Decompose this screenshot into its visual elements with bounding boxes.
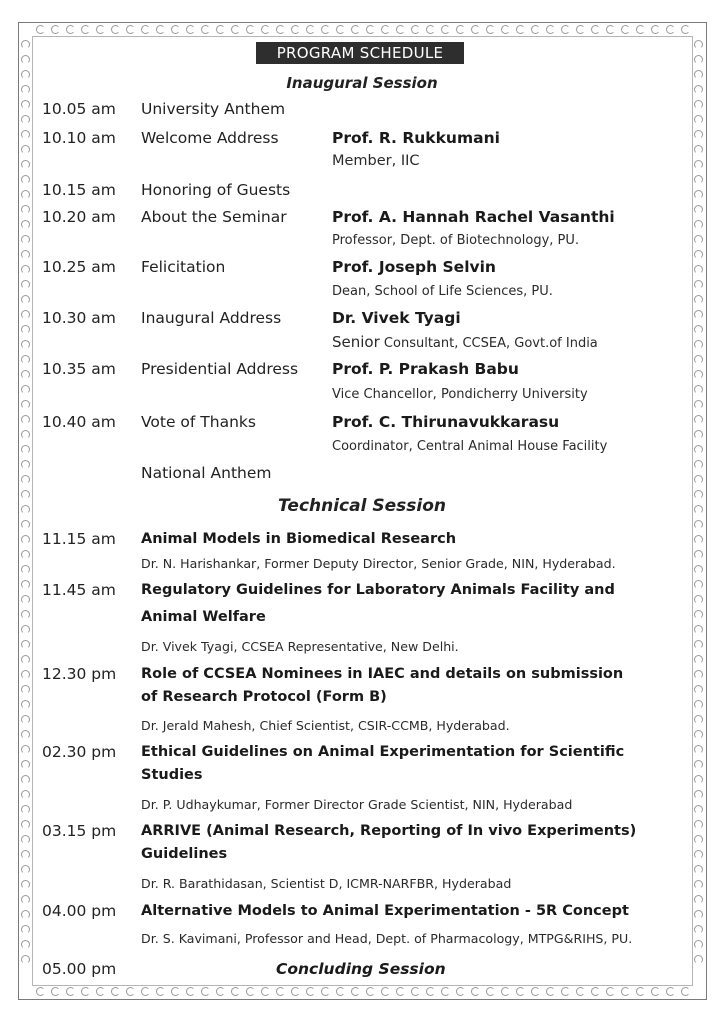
schedule-time: 04.00 pm [42,902,117,920]
talk-title: ARRIVE (Animal Research, Reporting of In vivo Experiments) [141,823,637,839]
border-swirl-ornament [231,25,240,34]
border-swirl-ornament [21,535,30,544]
border-swirl-ornament [694,220,703,229]
speaker-role: Coordinator, Central Animal House Facility [332,439,608,454]
schedule-time: 11.45 am [42,581,116,599]
border-swirl-ornament [486,25,495,34]
border-swirl-ornament [171,25,180,34]
talk-title: Regulatory Guidelines for Laboratory Animals Facility and [141,582,615,598]
talk-title-continued: of Research Protocol (Form B) [141,689,387,705]
border-swirl-ornament [21,700,30,709]
speaker-role: Professor, Dept. of Biotechnology, PU. [332,233,580,248]
border-swirl-ornament [21,130,30,139]
border-swirl-ornament [321,987,330,996]
border-swirl-ornament [21,460,30,469]
border-swirl-ornament [381,987,390,996]
border-swirl-ornament [36,987,45,996]
border-swirl-ornament [21,835,30,844]
border-swirl-ornament [546,25,555,34]
border-swirl-ornament [21,940,30,949]
schedule-time: 03.15 pm [42,822,117,840]
border-swirl-ornament [694,520,703,529]
border-swirl-ornament [694,745,703,754]
border-swirl-ornament [21,415,30,424]
border-swirl-ornament [694,655,703,664]
border-swirl-ornament [66,987,75,996]
border-swirl-ornament [621,25,630,34]
inaugural-session-heading: Inaugural Session [286,74,438,92]
border-scroll-pattern-bottom [33,986,692,998]
border-swirl-ornament [694,880,703,889]
border-swirl-ornament [276,25,285,34]
border-swirl-ornament [621,987,630,996]
border-swirl-ornament [694,955,703,964]
border-swirl-ornament [606,987,615,996]
speaker-name: Prof. A. Hannah Rachel Vasanthi [332,208,615,226]
border-swirl-ornament [694,130,703,139]
border-swirl-ornament [21,55,30,64]
border-swirl-ornament [21,955,30,964]
border-swirl-ornament [456,25,465,34]
border-swirl-ornament [486,987,495,996]
border-swirl-ornament [21,880,30,889]
border-swirl-ornament [21,190,30,199]
speaker-name: Prof. R. Rukkumani [332,129,500,147]
border-swirl-ornament [21,745,30,754]
schedule-time: 10.05 am [42,100,116,118]
border-swirl-ornament [651,987,660,996]
talk-speaker: Dr. P. Udhaykumar, Former Director Grade Scientist, NIN, Hyderabad [141,797,573,812]
border-swirl-ornament [456,987,465,996]
border-swirl-ornament [291,25,300,34]
schedule-time: 10.10 am [42,129,116,147]
border-swirl-ornament [21,595,30,604]
schedule-time: 10.40 am [42,413,116,431]
border-swirl-ornament [21,325,30,334]
border-swirl-ornament [694,715,703,724]
border-swirl-ornament [21,640,30,649]
border-swirl-ornament [694,895,703,904]
speaker-role: Dean, School of Life Sciences, PU. [332,284,553,299]
border-swirl-ornament [694,475,703,484]
talk-speaker: Dr. R. Barathidasan, Scientist D, ICMR-NARFBR, Hyderabad [141,876,512,891]
border-swirl-ornament [81,25,90,34]
border-swirl-ornament [694,940,703,949]
talk-speaker: Dr. S. Kavimani, Professor and Head, Dept. of Pharmacology, MTPG&RIHS, PU. [141,931,633,946]
concluding-session-heading: Concluding Session [276,960,446,978]
talk-speaker: Dr. Jerald Mahesh, Chief Scientist, CSIR-CCMB, Hyderabad. [141,718,510,733]
border-swirl-ornament [156,25,165,34]
speaker-name: Prof. P. Prakash Babu [332,360,519,378]
border-swirl-ornament [21,670,30,679]
border-swirl-ornament [21,40,30,49]
border-swirl-ornament [396,25,405,34]
border-swirl-ornament [694,100,703,109]
border-swirl-ornament [681,25,690,34]
border-swirl-ornament [591,987,600,996]
border-swirl-ornament [694,205,703,214]
schedule-time: 02.30 pm [42,743,117,761]
border-swirl-ornament [576,987,585,996]
border-swirl-ornament [694,40,703,49]
border-swirl-ornament [21,715,30,724]
border-swirl-ornament [21,520,30,529]
program-schedule-title: PROGRAM SCHEDULE [256,42,464,64]
border-swirl-ornament [21,685,30,694]
schedule-time: 10.35 am [42,360,116,378]
speaker-role: Vice Chancellor, Pondicherry University [332,387,588,402]
schedule-event: Inaugural Address [141,309,282,327]
border-swirl-ornament [21,370,30,379]
border-swirl-ornament [694,760,703,769]
border-swirl-ornament [21,445,30,454]
schedule-time: 10.25 am [42,258,116,276]
border-swirl-ornament [21,865,30,874]
talk-title: Animal Models in Biomedical Research [141,531,457,547]
talk-speaker: Dr. Vivek Tyagi, CCSEA Representative, New Delhi. [141,639,459,654]
border-swirl-ornament [694,595,703,604]
border-swirl-ornament [694,430,703,439]
border-swirl-ornament [111,25,120,34]
border-swirl-ornament [694,400,703,409]
border-swirl-ornament [694,190,703,199]
speaker-role [332,333,598,351]
border-swirl-ornament [546,987,555,996]
border-swirl-ornament [186,25,195,34]
border-swirl-ornament [694,115,703,124]
border-swirl-ornament [21,775,30,784]
border-swirl-ornament [666,25,675,34]
border-swirl-ornament [694,385,703,394]
border-swirl-ornament [186,987,195,996]
border-swirl-ornament [694,340,703,349]
schedule-event: Vote of Thanks [141,413,256,431]
schedule-event: University Anthem [141,100,286,118]
border-swirl-ornament [21,625,30,634]
border-swirl-ornament [21,805,30,814]
border-swirl-ornament [21,400,30,409]
talk-title: Ethical Guidelines on Animal Experimentation for Scientific [141,744,625,760]
speaker-name: Prof. Joseph Selvin [332,258,496,276]
border-swirl-ornament [276,987,285,996]
border-swirl-ornament [694,235,703,244]
border-swirl-ornament [21,910,30,919]
border-swirl-ornament [336,25,345,34]
border-swirl-ornament [21,280,30,289]
border-swirl-ornament [111,987,120,996]
border-swirl-ornament [681,987,690,996]
schedule-time: 12.30 pm [42,665,117,683]
border-swirl-ornament [694,610,703,619]
border-swirl-ornament [606,25,615,34]
border-swirl-ornament [21,310,30,319]
border-swirl-ornament [694,850,703,859]
border-swirl-ornament [694,355,703,364]
border-swirl-ornament [351,25,360,34]
border-swirl-ornament [561,987,570,996]
speaker-name: Prof. C. Thirunavukkarasu [332,413,560,431]
border-swirl-ornament [21,385,30,394]
border-swirl-ornament [21,265,30,274]
talk-title-continued: Studies [141,767,203,783]
border-swirl-ornament [126,25,135,34]
technical-session-heading: Technical Session [278,496,446,516]
border-swirl-ornament [21,235,30,244]
border-swirl-ornament [694,310,703,319]
schedule-event: National Anthem [141,464,272,482]
border-swirl-ornament [591,25,600,34]
border-swirl-ornament [694,775,703,784]
border-swirl-ornament [636,25,645,34]
border-swirl-ornament [694,805,703,814]
border-swirl-ornament [694,790,703,799]
border-swirl-ornament [321,25,330,34]
border-swirl-ornament [21,340,30,349]
schedule-event: Presidential Address [141,360,299,378]
border-swirl-ornament [576,25,585,34]
border-swirl-ornament [694,175,703,184]
border-swirl-ornament [21,220,30,229]
schedule-event: Welcome Address [141,129,279,147]
border-swirl-ornament [21,115,30,124]
border-swirl-ornament [246,25,255,34]
border-swirl-ornament [694,325,703,334]
border-swirl-ornament [51,25,60,34]
border-swirl-ornament [21,760,30,769]
border-swirl-ornament [694,460,703,469]
border-swirl-ornament [694,925,703,934]
border-swirl-ornament [96,25,105,34]
border-swirl-ornament [21,145,30,154]
border-swirl-ornament [261,25,270,34]
schedule-time: 10.30 am [42,309,116,327]
border-swirl-ornament [261,987,270,996]
border-swirl-ornament [381,25,390,34]
border-swirl-ornament [21,610,30,619]
border-swirl-ornament [471,987,480,996]
schedule-event: About the Seminar [141,208,287,226]
border-swirl-ornament [516,25,525,34]
talk-speaker: Dr. N. Harishankar, Former Deputy Director, Senior Grade, NIN, Hyderabad. [141,556,616,571]
border-swirl-ornament [694,265,703,274]
schedule-time: 10.20 am [42,208,116,226]
border-swirl-ornament [694,835,703,844]
border-swirl-ornament [336,987,345,996]
border-swirl-ornament [36,25,45,34]
border-swirl-ornament [396,987,405,996]
border-swirl-ornament [306,987,315,996]
talk-title: Role of CCSEA Nominees in IAEC and details on submission [141,666,624,682]
border-swirl-ornament [351,987,360,996]
border-swirl-ornament [216,987,225,996]
border-swirl-ornament [694,640,703,649]
border-swirl-ornament [21,160,30,169]
border-swirl-ornament [694,295,703,304]
border-swirl-ornament [366,987,375,996]
border-swirl-ornament [21,205,30,214]
border-swirl-ornament [694,820,703,829]
border-swirl-ornament [516,987,525,996]
border-swirl-ornament [96,987,105,996]
border-swirl-ornament [246,987,255,996]
border-swirl-ornament [201,25,210,34]
border-swirl-ornament [694,670,703,679]
schedule-time: 11.15 am [42,530,116,548]
border-swirl-ornament [694,910,703,919]
border-swirl-ornament [694,730,703,739]
border-swirl-ornament [366,25,375,34]
border-swirl-ornament [51,987,60,996]
border-swirl-ornament [156,987,165,996]
border-swirl-ornament [21,550,30,559]
border-swirl-ornament [81,987,90,996]
talk-title-continued: Animal Welfare [141,609,266,625]
border-swirl-ornament [694,445,703,454]
border-swirl-ornament [21,430,30,439]
border-scroll-pattern-top [33,24,692,36]
border-swirl-ornament [694,580,703,589]
border-swirl-ornament [21,580,30,589]
border-swirl-ornament [694,55,703,64]
border-swirl-ornament [694,625,703,634]
border-swirl-ornament [694,685,703,694]
border-swirl-ornament [471,25,480,34]
border-swirl-ornament [694,565,703,574]
border-swirl-ornament [501,987,510,996]
border-swirl-ornament [694,250,703,259]
border-swirl-ornament [21,175,30,184]
border-swirl-ornament [441,25,450,34]
schedule-time: 10.15 am [42,181,116,199]
border-swirl-ornament [411,987,420,996]
border-swirl-ornament [21,925,30,934]
border-swirl-ornament [441,987,450,996]
border-swirl-ornament [306,25,315,34]
talk-title: Alternative Models to Animal Experimentation - 5R Concept [141,903,629,919]
border-swirl-ornament [531,987,540,996]
schedule-event: Honoring of Guests [141,181,291,199]
speaker-role-rest: Consultant, CCSEA, Govt.of India [383,336,598,351]
border-swirl-ornament [694,550,703,559]
border-swirl-ornament [21,895,30,904]
schedule-event: Felicitation [141,258,226,276]
border-swirl-ornament [201,987,210,996]
talk-title-continued: Guidelines [141,846,228,862]
border-swirl-ornament [666,987,675,996]
border-swirl-ornament [21,475,30,484]
border-swirl-ornament [126,987,135,996]
border-swirl-ornament [66,25,75,34]
border-swirl-ornament [694,160,703,169]
border-swirl-ornament [21,790,30,799]
border-swirl-ornament [694,700,703,709]
border-swirl-ornament [426,987,435,996]
speaker-role-lead: Senior [332,333,380,351]
concluding-time: 05.00 pm [42,960,117,978]
border-swirl-ornament [216,25,225,34]
border-swirl-ornament [694,145,703,154]
speaker-role: Member, IIC [332,153,420,169]
border-swirl-ornament [171,987,180,996]
border-swirl-ornament [531,25,540,34]
border-swirl-ornament [21,565,30,574]
border-swirl-ornament [694,415,703,424]
border-swirl-ornament [501,25,510,34]
border-swirl-ornament [694,535,703,544]
border-swirl-ornament [694,370,703,379]
border-swirl-ornament [21,655,30,664]
border-swirl-ornament [694,280,703,289]
border-swirl-ornament [21,820,30,829]
border-swirl-ornament [231,987,240,996]
border-swirl-ornament [21,250,30,259]
speaker-name: Dr. Vivek Tyagi [332,309,461,327]
border-swirl-ornament [21,355,30,364]
border-swirl-ornament [21,730,30,739]
border-swirl-ornament [411,25,420,34]
border-swirl-ornament [21,295,30,304]
border-swirl-ornament [21,850,30,859]
border-swirl-ornament [291,987,300,996]
border-swirl-ornament [141,25,150,34]
border-swirl-ornament [426,25,435,34]
border-swirl-ornament [21,100,30,109]
border-swirl-ornament [141,987,150,996]
border-swirl-ornament [694,865,703,874]
border-swirl-ornament [651,25,660,34]
border-swirl-ornament [636,987,645,996]
border-swirl-ornament [561,25,570,34]
